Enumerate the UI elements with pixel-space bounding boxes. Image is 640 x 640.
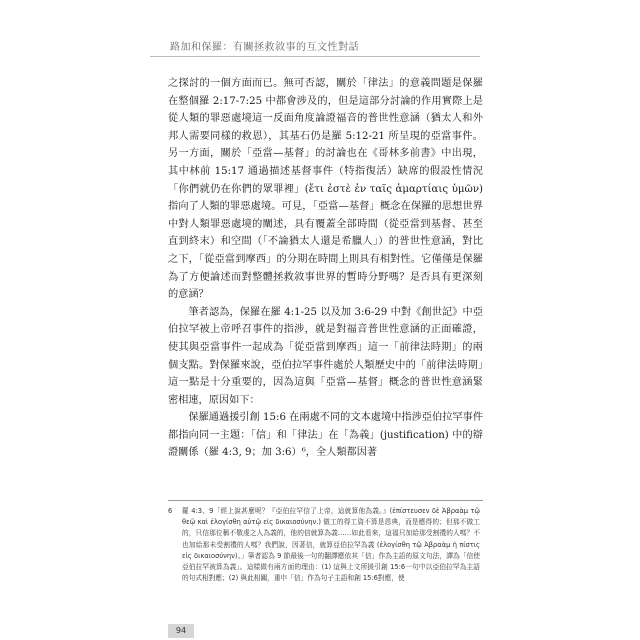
book-page <box>150 30 500 638</box>
footnote <box>168 506 483 584</box>
header-rule <box>150 56 480 57</box>
paragraph-3: 保羅通過援引創 15:6 在兩處不同的文本處境中指涉亞伯拉罕事件都指向同一主題：「信」和「律法」在「為義」(justification) 中的辯證關係（羅 4:3, 9；加 3:6）⁶，全人類都因著 <box>168 412 483 459</box>
page-number: 94 <box>168 624 194 638</box>
footnote-rule <box>168 500 483 501</box>
footnote-number: 6 <box>168 507 173 515</box>
running-head: 路加和保羅：有關拯救敘事的互文性對話 <box>170 42 359 53</box>
paragraph-2: 筆者認為，保羅在羅 4:1-25 以及加 3:6-29 中對《創世記》中亞伯拉罕被上帝呼召事件的指涉，就是對福音普世性意涵的正面確證，使其與亞當事件一起成為「從亞當到摩西」這一「前律法時期」的兩個支點。對保羅來說，亞伯拉罕事件處於人類歷史中的「前律法時期」這一點是十分重要的，因為這與「亞當—基督」概念的普世性意涵緊密相連，原因如下： <box>168 306 483 406</box>
paragraph-1: 之探討的一個方面而已。無可否認，關於「律法」的意義問題是保羅在整個羅 2:17-7:25 中都會涉及的，但是這部分討論的作用實際上是從人類的罪惡處境這一反面角度論證福音的普世性意涵（猶太人和外邦人需要同樣的救恩），其基石仍是羅 5:12-21 所呈現的亞當事件。另一方面，關於「亞當—基督」的討論也在《哥林多前書》中出現，其中林前 15:17 通過描述基督事件（特指復活）缺席的假設性情況「你們就仍在你們的眾罪裡」(ἔτι ἐστὲ ἐν ταῖς ἁμαρτίαις ὑμῶν) 指向了人類的罪惡處境。可見，「亞當—基督」概念在保羅的思想世界中對人類罪惡處境的闡述，具有覆蓋全部時間（從亞當到基督、甚至直到終末）和空間（「不論猶太人還是希臘人」）的普世性意涵，對比之下，「從亞當到摩西」的分期在時間上則具有相對性。它僅僅是保羅為了方便論述而對整體拯救敘事世界的暫時分野嗎？是否具有更深刻的意涵？ <box>168 78 483 301</box>
body-text <box>168 75 483 462</box>
footnote-text: 羅 4:3、9「經上說甚麼呢？『亞伯拉罕信了上帝，這就算他為義。』(ἐπίστευσεν δὲ Ἀβραὰμ τῷ θεῷ καὶ ἐλογίσθη αὐτῷ εἰς δικαιοσύνην.) 做工的得工資不算是恩典，而是應得的；但那不做工的，只信那位稱不敬虔之人為義的，他的信就算為義……如此看來，這福只加給那受割禮的人嗎？不也加給那未受割禮的人嗎？我們說，因著信，就算亞伯拉罕為義 (ἐλογίσθη τῷ Ἀβραὰμ ἡ πίστις εἰς δικαιοσύνην)。」筆者認為 9 節最後一句的翻譯應依其「信」作為主語的原文句法，譯為「信使亞伯拉罕被算為義」。這樣做有兩方面的理由：(1) 這與上文所援引創 15:6一句中以亞伯拉罕為主語的句式相對應；(2) 與此相關，重申「信」作為句子主語和創 15:6對應，使 <box>182 507 480 583</box>
